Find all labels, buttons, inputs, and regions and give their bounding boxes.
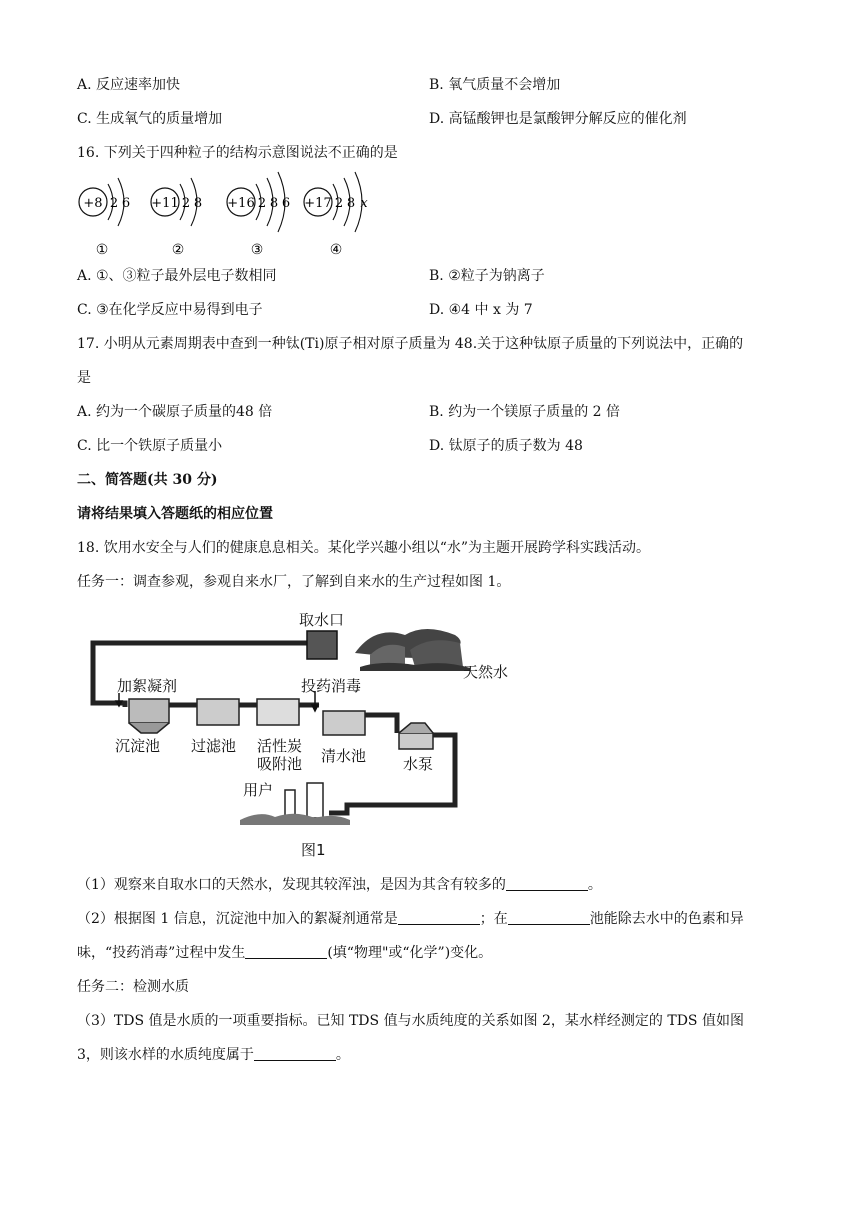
q17-option-d: D. 钛原子的质子数为 48 bbox=[429, 438, 583, 454]
intake-label: 取水口 bbox=[299, 611, 345, 629]
q18-part3-line2 bbox=[77, 1044, 350, 1064]
carbon-label-line1: 活性炭 bbox=[257, 737, 303, 755]
atom-1-nucleus: +8 bbox=[83, 196, 103, 211]
sedimentation-tank-icon bbox=[129, 699, 169, 733]
user-label: 用户 bbox=[243, 781, 274, 799]
atom-2-shell-1: 2 bbox=[181, 196, 191, 211]
natural-water-illustration bbox=[355, 629, 470, 671]
atom-3-nucleus: +16 bbox=[227, 196, 255, 211]
atom-structure-diagrams bbox=[70, 170, 400, 260]
intake-box bbox=[307, 631, 337, 659]
answer-blank-2[interactable] bbox=[398, 910, 480, 925]
filter-label: 过滤池 bbox=[191, 737, 237, 755]
q18-part2-line2-b: (填“物理"或“化学”)变化。 bbox=[327, 945, 493, 961]
q16-stem: 16. 下列关于四种粒子的结构示意图说法不正确的是 bbox=[77, 145, 398, 161]
carbon-tank-icon bbox=[257, 699, 299, 725]
q18-part2-text-c: 池能除去水中的色素和异 bbox=[589, 911, 744, 927]
q18-part3-line1: （3）TDS 值是水质的一项重要指标。已知 TDS 值与水质纯度的关系如图 2，某水样经测定的 TDS 值如图 bbox=[77, 1013, 744, 1029]
q17-stem-line1: 17. 小明从元素周期表中查到一种钛(Ti)原子相对原子质量为 48.关于这种钛原子质量的下列说法中，正确的 bbox=[77, 336, 744, 352]
q18-part2-line2-a: 味，“投药消毒”过程中发生 bbox=[77, 945, 246, 961]
atom-diagram-3 bbox=[227, 172, 290, 258]
q18-part2-text-a: （2）根据图 1 信息，沉淀池中加入的絮凝剂通常是 bbox=[77, 911, 398, 927]
figure-caption: 图1 bbox=[301, 841, 326, 859]
q18-part2-text-b: ；在 bbox=[479, 911, 508, 927]
q18-part3-line2-a: 3，则该水样的水质纯度属于 bbox=[77, 1047, 254, 1063]
q18-part1-end: 。 bbox=[587, 877, 602, 893]
answer-blank-3[interactable] bbox=[508, 910, 590, 925]
carbon-label-line2: 吸附池 bbox=[257, 755, 303, 773]
water-treatment-diagram bbox=[85, 605, 525, 865]
atom-4-shell-1: 2 bbox=[334, 196, 344, 211]
q17-option-a: A. 约为一个碳原子质量的48 倍 bbox=[77, 404, 273, 420]
atom-3-shell-1: 2 bbox=[257, 196, 267, 211]
atom-2-index: ② bbox=[171, 242, 185, 258]
atom-2-shell-2: 8 bbox=[193, 196, 203, 211]
q17-stem-line2: 是 bbox=[77, 370, 91, 386]
q15-option-a: A. 反应速率加快 bbox=[77, 77, 181, 93]
atom-1-shell-2: 6 bbox=[121, 196, 131, 211]
atom-1-shell-1: 2 bbox=[109, 196, 119, 211]
q16-option-b: B. ②粒子为钠离子 bbox=[429, 268, 545, 284]
q17-option-c: C. 比一个铁原子质量小 bbox=[77, 438, 223, 454]
q16-option-c: C. ③在化学反应中易得到电子 bbox=[77, 302, 263, 318]
sedimentation-label: 沉淀池 bbox=[115, 737, 161, 755]
atom-2-nucleus: +11 bbox=[151, 196, 179, 211]
section-title: 二、简答题(共 30 分) bbox=[77, 472, 218, 488]
atom-diagram-2 bbox=[151, 178, 202, 258]
flocculant-label: 加絮凝剂 bbox=[117, 677, 178, 695]
filter-tank-icon bbox=[197, 699, 239, 725]
natural-water-label: 天然水 bbox=[463, 663, 509, 681]
answer-blank-1[interactable] bbox=[506, 876, 588, 891]
atom-1-index: ① bbox=[95, 242, 109, 258]
q18-stem: 18. 饮用水安全与人们的健康息息相关。某化学兴趣小组以“水”为主题开展跨学科实践活动。 bbox=[77, 540, 651, 556]
atom-3-index: ③ bbox=[250, 242, 264, 258]
atom-4-shell-2: 8 bbox=[346, 196, 356, 211]
q15-option-d: D. 高锰酸钾也是氯酸钾分解反应的催化剂 bbox=[429, 111, 687, 127]
disinfect-label: 投药消毒 bbox=[301, 677, 362, 695]
atom-3-shell-3: 6 bbox=[281, 196, 291, 211]
atom-4-shell-3: x bbox=[360, 196, 368, 211]
q18-task1: 任务一：调查参观，参观自来水厂，了解到自来水的生产过程如图 1。 bbox=[77, 574, 511, 590]
q18-task2: 任务二：检测水质 bbox=[77, 979, 189, 995]
pump-icon bbox=[399, 723, 433, 749]
section-instruction: 请将结果填入答题纸的相应位置 bbox=[77, 506, 273, 522]
q17-option-b: B. 约为一个镁原子质量的 2 倍 bbox=[429, 404, 620, 420]
q18-part1 bbox=[77, 874, 602, 894]
q18-part2-line1 bbox=[77, 908, 744, 928]
q18-part3-line2-b: 。 bbox=[335, 1047, 350, 1063]
pump-label: 水泵 bbox=[403, 755, 434, 773]
q16-option-a: A. ①、③粒子最外层电子数相同 bbox=[77, 268, 277, 284]
atom-diagram-4 bbox=[304, 172, 368, 258]
q15-option-c: C. 生成氧气的质量增加 bbox=[77, 111, 223, 127]
clear-water-tank-icon bbox=[323, 711, 365, 735]
atom-4-nucleus: +17 bbox=[304, 196, 332, 211]
q16-option-d: D. ④4 中 x 为 7 bbox=[429, 302, 533, 318]
atom-4-index: ④ bbox=[329, 242, 343, 258]
atom-3-shell-2: 8 bbox=[269, 196, 279, 211]
q15-option-b: B. 氧气质量不会增加 bbox=[429, 77, 561, 93]
q18-part2-line2 bbox=[77, 942, 492, 962]
q18-part1-text: （1）观察来自取水口的天然水，发现其较浑浊，是因为其含有较多的 bbox=[77, 877, 506, 893]
clear-water-label: 清水池 bbox=[321, 747, 367, 765]
answer-blank-5[interactable] bbox=[254, 1046, 336, 1061]
atom-diagram-1 bbox=[79, 178, 130, 258]
answer-blank-4[interactable] bbox=[245, 944, 327, 959]
